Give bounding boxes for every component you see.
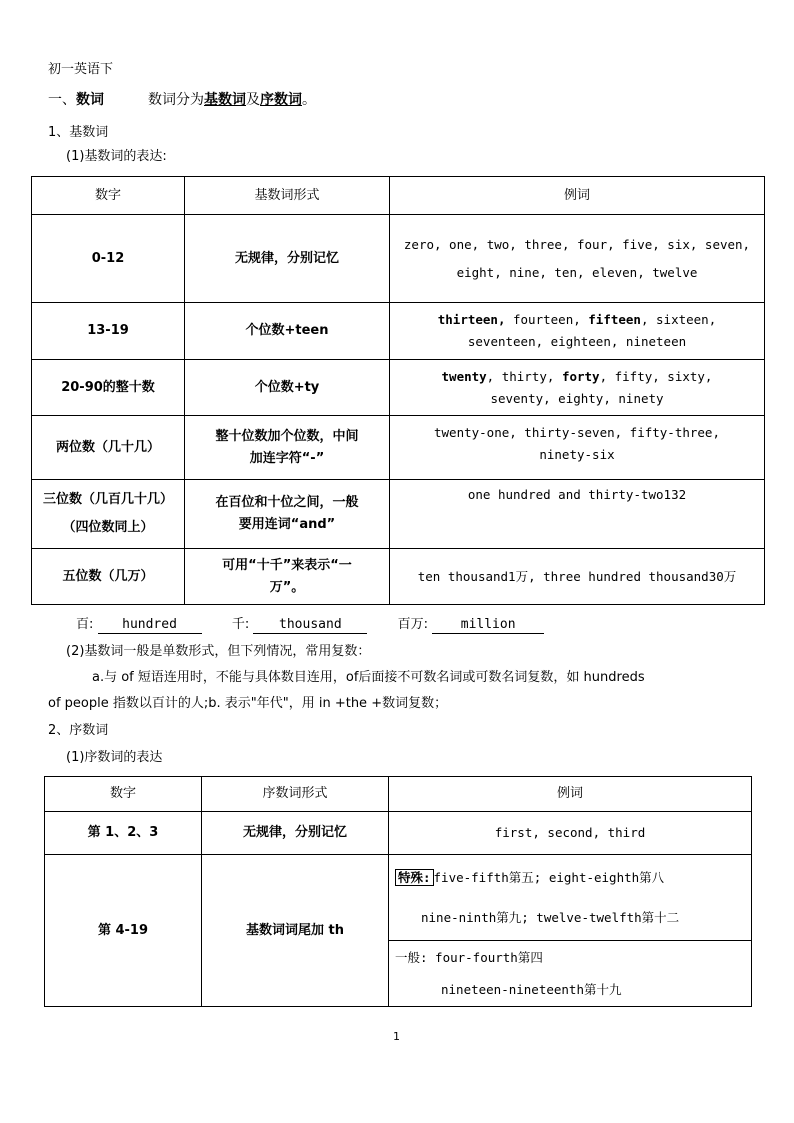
form-cell: 个位数+teen xyxy=(185,303,390,360)
header-cell: 数字 xyxy=(32,177,185,215)
example-line: 一般: four-fourth第四 xyxy=(395,949,543,965)
example-text: five-fifth第五; eight-eighth第八 xyxy=(433,869,665,885)
table-row xyxy=(45,855,752,941)
form-line: 加连字符“-” xyxy=(249,450,325,466)
million-answer: million xyxy=(432,617,544,634)
special-example-cell xyxy=(389,855,752,941)
example-cell: ten thousand1万, three hundred thousand30万 xyxy=(390,549,765,605)
table-row xyxy=(32,416,765,480)
plural-rule-line: of people 指数以百计的人;b. 表示"年代"，用 in +the +数词复数； xyxy=(48,696,448,711)
page-number: 1 xyxy=(393,1030,400,1043)
number-cell: 第 4-19 xyxy=(45,855,202,1007)
table-header-row xyxy=(45,777,752,812)
number-cell: 13-19 xyxy=(32,303,185,360)
hundred-label: 百: xyxy=(76,617,94,632)
form-line: 可用“十千”来表示“一 xyxy=(222,557,352,573)
number-cell: 两位数（几十几） xyxy=(32,416,185,480)
thousand-label: 千: xyxy=(231,617,250,632)
header-cell: 序数词形式 xyxy=(202,777,389,812)
number-cell: 0-12 xyxy=(32,215,185,303)
form-cell xyxy=(185,480,390,549)
table-row xyxy=(45,812,752,855)
vocab-blanks-line xyxy=(76,613,544,634)
general-example-cell xyxy=(389,941,752,1007)
form-cell xyxy=(185,549,390,605)
example-cell: one hundred and thirty-two132 xyxy=(390,480,765,549)
example-line: ninety-six xyxy=(539,447,615,462)
form-cell: 基数词词尾加 th xyxy=(202,855,389,1007)
number-cell: 20-90的整十数 xyxy=(32,360,185,416)
section-heading-numerals xyxy=(48,89,316,109)
example-line: eight, nine, ten, eleven, twelve xyxy=(456,264,698,280)
table-row xyxy=(32,549,765,605)
ordinal-expression-title: (1)序数词的表达 xyxy=(66,750,163,765)
section-number: 一、 xyxy=(48,92,76,108)
hundred-answer: hundred xyxy=(98,617,202,634)
example-bold: thirteen, xyxy=(437,312,506,327)
cardinal-expression-title: (1)基数词的表达: xyxy=(66,149,167,164)
form-line: 要用连词“and” xyxy=(238,517,336,532)
section-intro: 数词分为 xyxy=(148,92,204,108)
example-cell: first, second, third xyxy=(389,812,752,855)
section-end: 。 xyxy=(302,92,316,108)
example-line: twenty-one, thirty-seven, fifty-three, xyxy=(434,425,720,440)
example-line xyxy=(396,309,758,331)
number-line: （四位数同上） xyxy=(62,520,154,535)
section-title: 数词 xyxy=(76,92,104,108)
example-cell xyxy=(390,303,765,360)
form-line: 万”。 xyxy=(269,579,305,595)
form-line: 在百位和十位之间，一般 xyxy=(215,495,359,510)
example-line xyxy=(395,867,745,889)
example-cell xyxy=(390,360,765,416)
example-line: zero, one, two, three, four, five, six, seven, xyxy=(403,236,751,252)
special-label: 特殊: xyxy=(395,869,434,886)
number-cell: 五位数（几万） xyxy=(32,549,185,605)
header-cell: 数字 xyxy=(45,777,202,812)
example-bold: forty xyxy=(561,368,600,384)
term-cardinal: 基数词 xyxy=(204,92,246,108)
number-cell: 第 1、2、3 xyxy=(45,812,202,855)
table-header-row xyxy=(32,177,765,215)
million-label: 百万: xyxy=(397,617,429,632)
example-text: , thirty, xyxy=(486,368,562,384)
cardinal-plural-title: (2)基数词一般是单数形式，但下列情况，常用复数： xyxy=(66,644,371,659)
example-line: seventeen, eighteen, nineteen xyxy=(467,334,687,349)
example-cell xyxy=(390,416,765,480)
header-cell: 基数词形式 xyxy=(185,177,390,215)
form-cell xyxy=(185,416,390,480)
cardinal-table xyxy=(31,176,765,605)
thousand-answer: thousand xyxy=(253,617,367,634)
table-row xyxy=(32,303,765,360)
number-cell xyxy=(32,480,185,549)
example-text: fourteen, xyxy=(505,312,589,327)
example-line xyxy=(396,366,758,388)
example-text: , sixteen, xyxy=(640,312,717,327)
table-row xyxy=(32,480,765,549)
example-cell xyxy=(390,215,765,303)
form-cell: 无规律，分别记忆 xyxy=(202,812,389,855)
header-cell: 例词 xyxy=(390,177,765,215)
number-line: 三位数（几百几十几） xyxy=(42,492,173,507)
example-line: nine-ninth第九; twelve-twelfth第十二 xyxy=(421,909,680,925)
subsection-ordinal-title: 2、序数词 xyxy=(48,723,109,738)
ordinal-table xyxy=(44,776,752,1007)
example-line: seventy, eighty, ninety xyxy=(490,390,664,406)
table-row xyxy=(32,360,765,416)
form-cell: 个位数+ty xyxy=(185,360,390,416)
document-title: 初一英语下 xyxy=(48,62,114,77)
table-row xyxy=(32,215,765,303)
term-ordinal: 序数词 xyxy=(260,92,302,108)
example-line: nineteen-nineteenth第十九 xyxy=(441,981,622,997)
subsection-cardinal-title: 1、基数词 xyxy=(48,125,109,140)
example-text: , fifty, sixty, xyxy=(599,368,713,384)
plural-rule-line: a.与 of 短语连用时，不能与具体数目连用，of后面接不可数名词或可数名词复数，如 hundreds xyxy=(92,670,645,685)
form-cell: 无规律，分别记忆 xyxy=(185,215,390,303)
form-line: 整十位数加个位数，中间 xyxy=(215,428,359,444)
header-cell: 例词 xyxy=(389,777,752,812)
term-and: 及 xyxy=(246,92,260,108)
example-bold: twenty xyxy=(441,368,487,384)
example-bold: fifteen xyxy=(588,312,641,327)
